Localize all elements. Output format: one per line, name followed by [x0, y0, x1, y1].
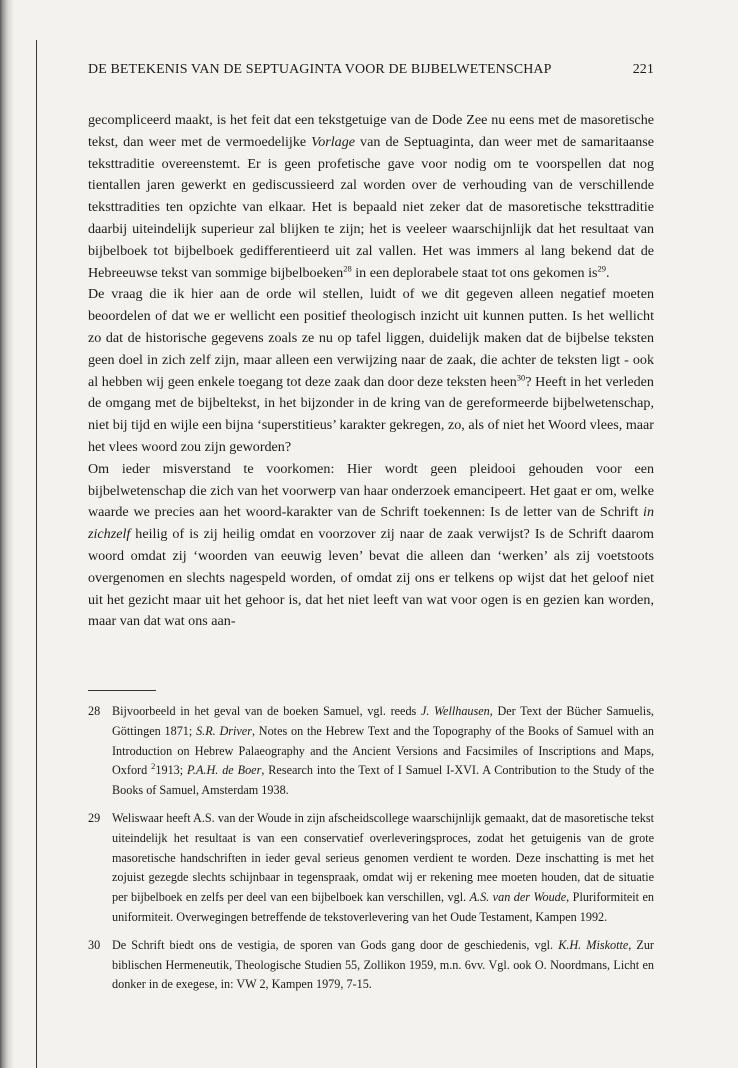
italic-term: Vorlage — [311, 133, 356, 150]
footnote-29: 29 Weliswaar heeft A.S. van der Woude in zijn afscheidscollege waarschijnlijk gemaakt, dat de masoretische tekst uiteindelijk het resultaat is van een conservatief overleveringsproces, zodat het getuigenis van de grote masoretische handschriften in ieder geval serieus genomen verdient te worden. Deze inschatting is met het zojuist gezegde slechts schijnbaar in tegenspraak, omdat wij er rekening mee moeten houden, dat de situatie per bijbelboek en zelfs per deel van een bijbelboek kan verschillen, vgl. A.S. van der Woude, Pluriformiteit en uniformiteit. Overwegingen betreffende de tekstoverlevering van het Oude Testament, Kampen 1992. — [88, 810, 654, 924]
italic-phrase: in zichzelf — [88, 504, 654, 543]
left-margin-line — [36, 40, 37, 1068]
footnote-number: 29 — [88, 810, 101, 825]
footnote-ref-28[interactable]: 28 — [343, 262, 352, 273]
author-name: S.R. Driver — [196, 723, 252, 738]
edition-superscript: 2 — [151, 761, 156, 772]
page-gutter-shadow — [0, 0, 14, 1068]
author-name: A.S. van der Woude — [469, 890, 567, 905]
paragraph-2: De vraag die ik hier aan de orde wil stellen, luidt of we dit gegeven alleen negatief moeten beoordelen of dat we er wellicht een positief theologisch inzicht uit kunnen putten. Is het wellicht zo dat de historische gegevens zoals ze nu op tafel liggen, duidelijk maken dat de bijbelse teksten geen doel in zich zelf zijn, maar alleen een verwijzing naar de zaak, die achter de teksten ligt - ook al hebben wij geen enkele toegang tot deze zaak dan door deze teksten heen$^{30}$? Heeft in het verleden de omgang met de bijbeltekst, in het bijzonder in de kring van de gereformeerde bijbelwetenschap, niet bij tijd en wijle een bijna ‘superstitieus’ karakter gekregen, zo, als of niet het Woord vlees, maar het vlees woord zou zijn geworden? — [88, 286, 654, 455]
footnote-ref-29[interactable]: 29 — [597, 262, 606, 273]
footnote-number: 30 — [88, 937, 101, 952]
footnote-separator — [88, 690, 156, 691]
footnotes — [88, 702, 654, 1003]
author-name: K.H. Miskotte — [558, 937, 629, 952]
running-title: DE BETEKENIS VAN DE SEPTUAGINTA VOOR DE BIJBELWETENSCHAP — [88, 62, 552, 77]
main-text — [88, 110, 654, 633]
footnote-30: 30 De Schrift biedt ons de vestigia, de sporen van Gods gang door de geschiedenis, vgl. K.H. Miskotte, Zur biblischen Hermeneutik, Theologische Studien 55, Zollikon 1959, m.n. 6vv. Vgl. ook O. Noordmans, Licht en donker in de exegese, in: VW 2, Kampen 1979, 7-15. — [88, 937, 654, 992]
paragraph-3: Om ieder misverstand te voorkomen: Hier wordt geen pleidooi gehouden voor een bijbelwetenschap die zich van het voorwerp van haar onderzoek emancipeert. Het gaat er om, welke waarde we precies aan het woord-karakter van de Schrift toekennen: Is de letter van de Schrift in zichzelf heilig of is zij heilig omdat en voorzover zij naar de zaak verwijst? Is de Schrift daarom woord omdat zij ‘woorden van eeuwig leven’ bevat die alleen dan ‘werken’ als zij voetstoots overgenomen en slechts nagespeld worden, of omdat zij ons er telkens op wijst dat het geloof niet uit het gezicht maar uit het gehoor is, dat het niet leeft van wat voor ogen is en gezien kan worden, maar van dat wat ons aan- — [88, 460, 654, 630]
author-name: J. Wellhausen — [420, 704, 490, 718]
footnote-28: 28 Bijvoorbeeld in het geval van de boeken Samuel, vgl. reeds J. Wellhausen, Der Text der Bücher Samuelis, Göttingen 1871; S.R. Driver, Notes on the Hebrew Text and the Topography of the Books of Samuel with an Introduction on Hebrew Palaeography and the Ancient Versions and Facsimiles of Inscriptions and Maps, Oxford $^2$1913; P.A.H. de Boer, Research into the Text of I Samuel I-XVI. A Contribution to the Study of the Books of Samuel, Amsterdam 1938. — [88, 704, 655, 798]
page-number: 221 — [632, 62, 654, 77]
paragraph-1: gecompliceerd maakt, is het feit dat een tekstgetuige van de Dode Zee nu eens met de masoretische tekst, dan weer met de vermoedelijke Vorlage van de Septuaginta, dan weer met de samaritaanse teksttraditie overeenstemt. Er is geen profetische gave voor nodig om te voorspellen dat nog tientallen jaren gewerkt en gediscussieerd zal worden over de verhouding van de verschillende teksttradities ten opzichte van elkaar. Het is bepaald niet zeker dat de masoretische teksttraditie daarbij uiteindelijk superieur zal blijken te zijn; het is veeleer waarschijnlijk dat het resultaat van bijbelboek tot bijbelboek gedifferentieerd uit zal vallen. Het was immers al lang bekend dat de Hebreeuwse tekst van sommige bijbelboeken$^{28}$ in een deplorabele staat tot ons gekomen $is^{29}$. — [88, 112, 654, 281]
author-name: P.A.H. de Boer — [187, 763, 262, 778]
footnote-number: 28 — [88, 704, 101, 718]
footnote-ref-30[interactable]: 30 — [516, 371, 526, 382]
